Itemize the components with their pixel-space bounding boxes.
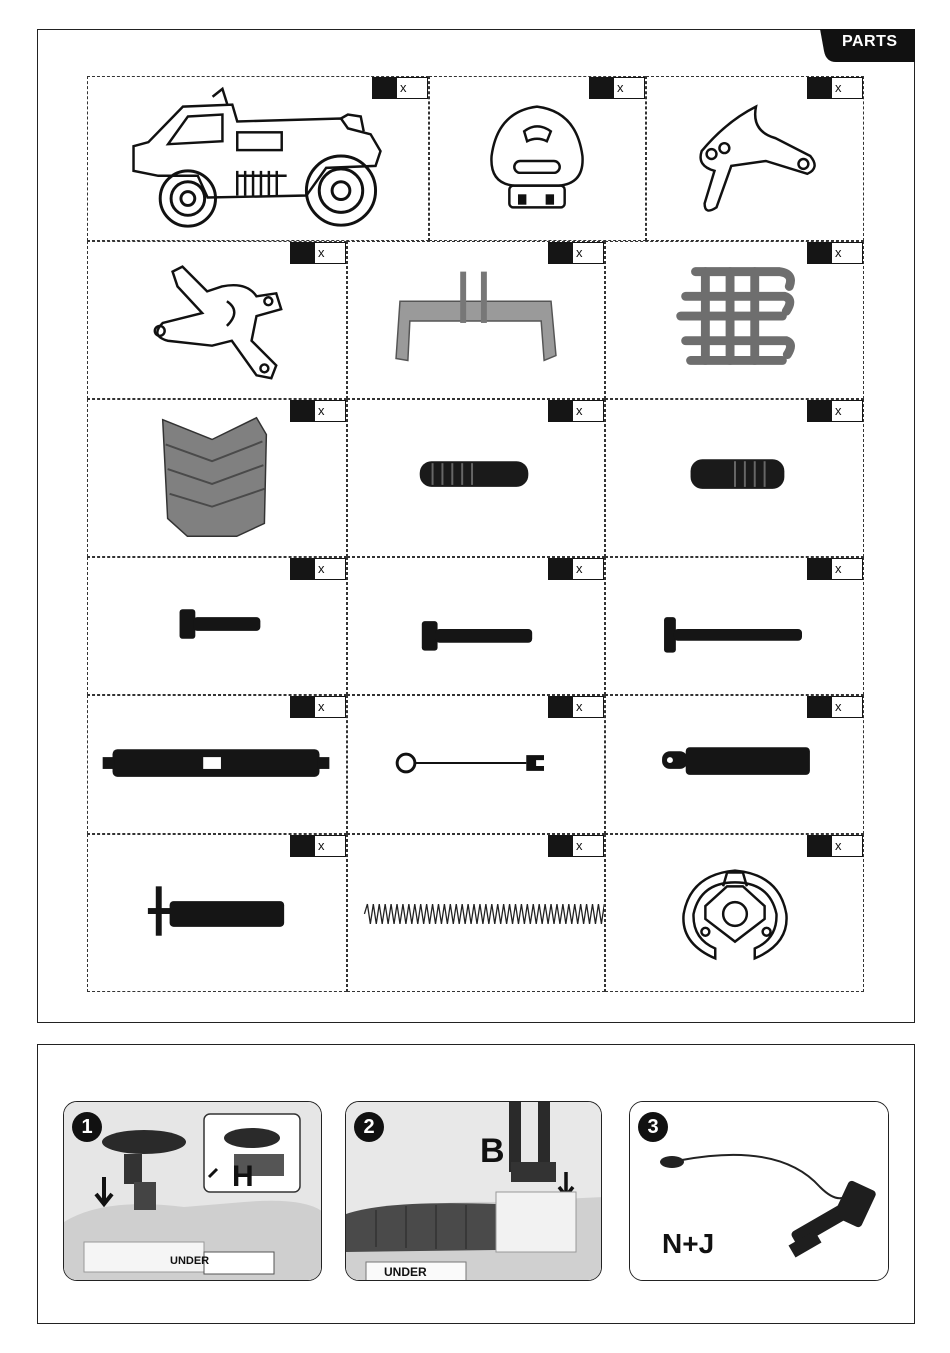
part-cell-spring bbox=[347, 834, 605, 992]
quantity-badge: x bbox=[807, 77, 863, 99]
quantity-badge: x bbox=[807, 400, 863, 422]
quantity-badge: x bbox=[548, 696, 604, 718]
quantity-badge: x bbox=[807, 835, 863, 857]
spring-icon bbox=[348, 835, 604, 991]
part-cell-steering-wheel bbox=[605, 834, 864, 992]
quantity-badge: x bbox=[548, 558, 604, 580]
step-1-decal-text: UNDER bbox=[170, 1255, 210, 1267]
quantity-badge: x bbox=[548, 242, 604, 264]
quantity-badge: x bbox=[807, 242, 863, 264]
parts-tab-label: PARTS bbox=[842, 33, 898, 50]
part-cell-grille bbox=[605, 241, 864, 399]
right-bracket-icon bbox=[88, 242, 346, 398]
part-cell-grip-right bbox=[605, 399, 864, 557]
quantity-badge: x bbox=[290, 835, 346, 857]
quantity-badge: x bbox=[807, 558, 863, 580]
quantity-badge: x bbox=[290, 558, 346, 580]
quantity-badge: x bbox=[807, 696, 863, 718]
part-cell-medium-axle bbox=[347, 557, 605, 695]
part-cell-arm-bar bbox=[87, 695, 347, 834]
part-cell-short-axle bbox=[87, 557, 347, 695]
cylinder-icon bbox=[606, 696, 863, 833]
short-axle-icon bbox=[88, 558, 346, 694]
quantity-badge: x bbox=[372, 77, 428, 99]
left-bracket-icon bbox=[647, 77, 863, 240]
steering-wheel-icon bbox=[606, 835, 863, 991]
arm-bar-icon bbox=[88, 696, 346, 833]
long-axle-icon bbox=[606, 558, 863, 694]
step-3-part-label: N+J bbox=[662, 1228, 715, 1259]
quantity-badge: x bbox=[548, 400, 604, 422]
part-cell-long-axle bbox=[605, 557, 864, 695]
quantity-badge: x bbox=[290, 400, 346, 422]
part-cell-seat bbox=[429, 76, 646, 241]
step-2-part-label: B bbox=[480, 1132, 505, 1170]
seat-icon bbox=[430, 77, 645, 240]
part-cell-cylinder bbox=[605, 695, 864, 834]
quantity-badge: x bbox=[589, 77, 645, 99]
front-handle-icon bbox=[348, 242, 604, 398]
part-cell-front-handle bbox=[347, 241, 605, 399]
t-pin-icon bbox=[88, 835, 346, 991]
part-cell-t-pin bbox=[87, 834, 347, 992]
step-1-part-label: H bbox=[232, 1160, 254, 1193]
step-number-badge: 2 bbox=[354, 1112, 384, 1142]
pull-cord-icon bbox=[348, 696, 604, 833]
grip-right-icon bbox=[606, 400, 863, 556]
grip-left-icon bbox=[348, 400, 604, 556]
quantity-badge: x bbox=[290, 242, 346, 264]
grille-icon bbox=[606, 242, 863, 398]
assembly-step-3 bbox=[629, 1101, 889, 1281]
bucket-icon bbox=[88, 400, 346, 556]
quantity-badge: x bbox=[548, 835, 604, 857]
part-cell-pull-cord bbox=[347, 695, 605, 834]
assembly-step-2 bbox=[345, 1101, 602, 1281]
part-cell-right-bracket bbox=[87, 241, 347, 399]
part-cell-grip-left bbox=[347, 399, 605, 557]
step-2-photo-icon bbox=[346, 1102, 602, 1281]
medium-axle-icon bbox=[348, 558, 604, 694]
assembly-step-1 bbox=[63, 1101, 322, 1281]
step-number-badge: 1 bbox=[72, 1112, 102, 1142]
step-number-badge: 3 bbox=[638, 1112, 668, 1142]
part-cell-vehicle-body bbox=[87, 76, 429, 241]
part-cell-bucket bbox=[87, 399, 347, 557]
part-cell-left-bracket bbox=[646, 76, 864, 241]
step-2-decal-text: UNDER bbox=[384, 1265, 427, 1279]
vehicle-body-icon bbox=[88, 77, 428, 240]
quantity-badge: x bbox=[290, 696, 346, 718]
